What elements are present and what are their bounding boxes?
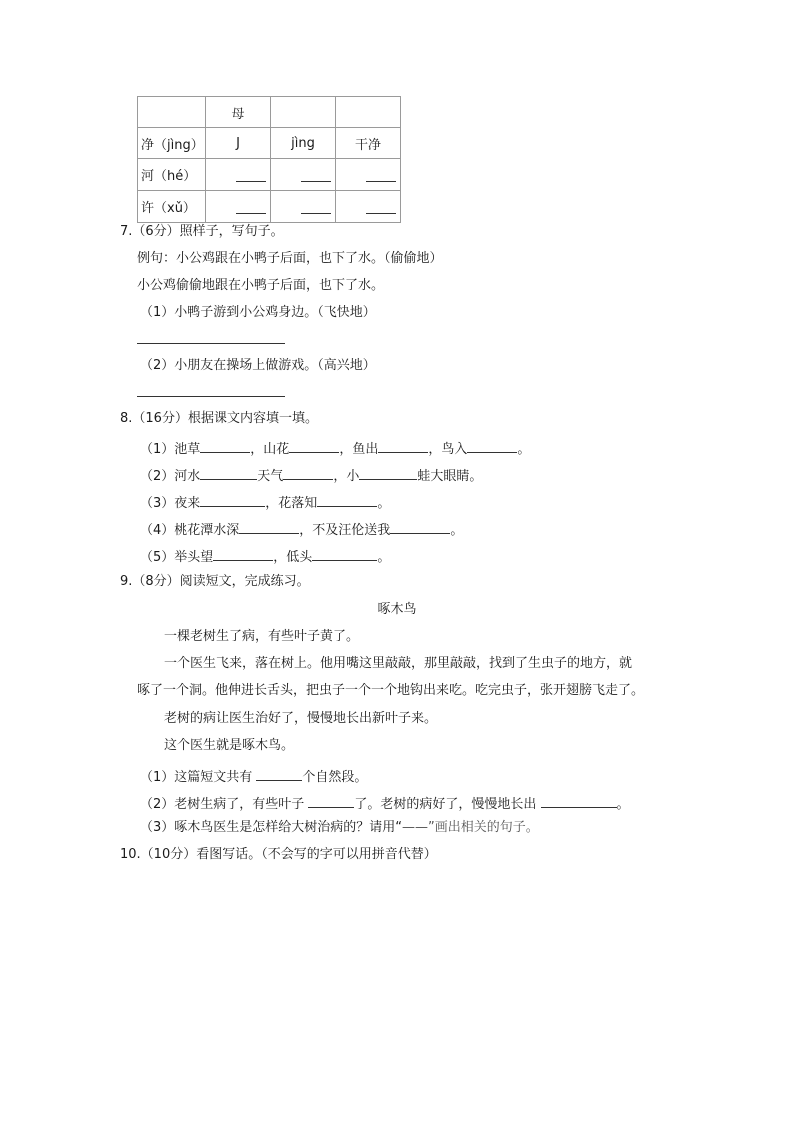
example-answer: 小公鸡偷偷地跟在小鸭子后面，也下了水。 (137, 278, 385, 293)
answer-blank[interactable] (359, 465, 417, 480)
table-header-row (138, 97, 401, 128)
table-row (138, 191, 401, 223)
answer-blank[interactable] (317, 492, 377, 507)
answer-blank[interactable] (200, 465, 257, 480)
answer-line[interactable] (137, 396, 285, 397)
table-cell: jìng (291, 135, 315, 151)
question-9-item-3: （3）啄木鸟医生是怎样给大树治病的？请用“——”画出相关的句子。 (140, 820, 539, 835)
table-header-cell (336, 97, 401, 128)
question-9-item-1: （1）这篇短文共有 个自然段。 (140, 766, 367, 786)
answer-blank[interactable] (239, 519, 299, 534)
table-row (138, 128, 401, 159)
question-10-heading: 10.（10分）看图写话。（不会写的字可以用拼音代替） (120, 847, 437, 862)
answer-blank[interactable] (541, 793, 617, 808)
table-row-label: 河（hé） (138, 159, 206, 191)
passage-paragraph: 一个医生飞来，落在树上。他用嘴这里敲敲，那里敲敲，找到了生虫子的地方，就 (164, 656, 633, 671)
fill-line-2: （2）河水 天气 ，小 蛙大眼睛。 (140, 465, 482, 485)
question-9-heading: 9.（8分）阅读短文，完成练习。 (120, 574, 310, 589)
table-row-label: 净（jìng） (138, 128, 206, 159)
fill-line-3: （3）夜来 ，花落知 。 (140, 492, 390, 512)
answer-blank[interactable] (206, 191, 271, 223)
pinyin-table (137, 96, 401, 223)
answer-blank[interactable] (271, 191, 336, 223)
table-row (138, 159, 401, 191)
answer-blank[interactable] (390, 519, 450, 534)
question-8-heading: 8.（16分）根据课文内容填一填。 (120, 411, 318, 426)
answer-blank[interactable] (206, 159, 271, 191)
question-7-heading: 7.（6分）照样子，写句子。 (120, 224, 284, 239)
table-header-cell: 母 (206, 97, 271, 128)
answer-blank[interactable] (308, 793, 354, 808)
passage-paragraph: 老树的病让医生治好了，慢慢地长出新叶子来。 (164, 711, 438, 726)
fill-line-5: （5）举头望 ，低头 。 (140, 546, 390, 566)
answer-blank[interactable] (336, 191, 401, 223)
table-row-label: 许（xǔ） (138, 191, 206, 223)
answer-blank[interactable] (213, 546, 273, 561)
table-header-cell (138, 97, 206, 128)
answer-line[interactable] (137, 343, 285, 344)
question-9-item-2: （2）老树生病了，有些叶子 了。老树的病好了，慢慢地长出 。 (140, 793, 630, 813)
answer-blank[interactable] (467, 438, 517, 453)
table-cell: 干净 (354, 137, 381, 153)
answer-blank[interactable] (271, 159, 336, 191)
answer-blank[interactable] (200, 492, 265, 507)
answer-blank[interactable] (256, 766, 302, 781)
passage-title: 啄木鸟 (377, 602, 417, 617)
answer-blank[interactable] (378, 438, 428, 453)
table-cell: J (236, 135, 240, 151)
question-7-item-2: （2）小朋友在操场上做游戏。（高兴地） (140, 358, 376, 373)
fill-line-4: （4）桃花潭水深 ，不及汪伦送我 。 (140, 519, 463, 539)
passage-paragraph-continued: 啄了一个洞。他伸进长舌头，把虫子一个一个地钩出来吃。吃完虫子，张开翅膀飞走了。 (137, 683, 645, 698)
table-header-cell (271, 97, 336, 128)
answer-blank[interactable] (283, 465, 333, 480)
question-7-item-1: （1）小鸭子游到小公鸡身边。（飞快地） (140, 305, 376, 320)
passage-paragraph: 这个医生就是啄木鸟。 (164, 738, 295, 753)
answer-blank[interactable] (289, 438, 339, 453)
answer-blank[interactable] (312, 546, 377, 561)
answer-blank[interactable] (200, 438, 250, 453)
example-sentence: 例句：小公鸡跟在小鸭子后面，也下了水。（偷偷地） (137, 251, 443, 266)
passage-paragraph: 一棵老树生了病，有些叶子黄了。 (164, 629, 360, 644)
answer-blank[interactable] (336, 159, 401, 191)
fill-line-1: （1）池草 ，山花 ，鱼出 ，鸟入 。 (140, 438, 530, 458)
